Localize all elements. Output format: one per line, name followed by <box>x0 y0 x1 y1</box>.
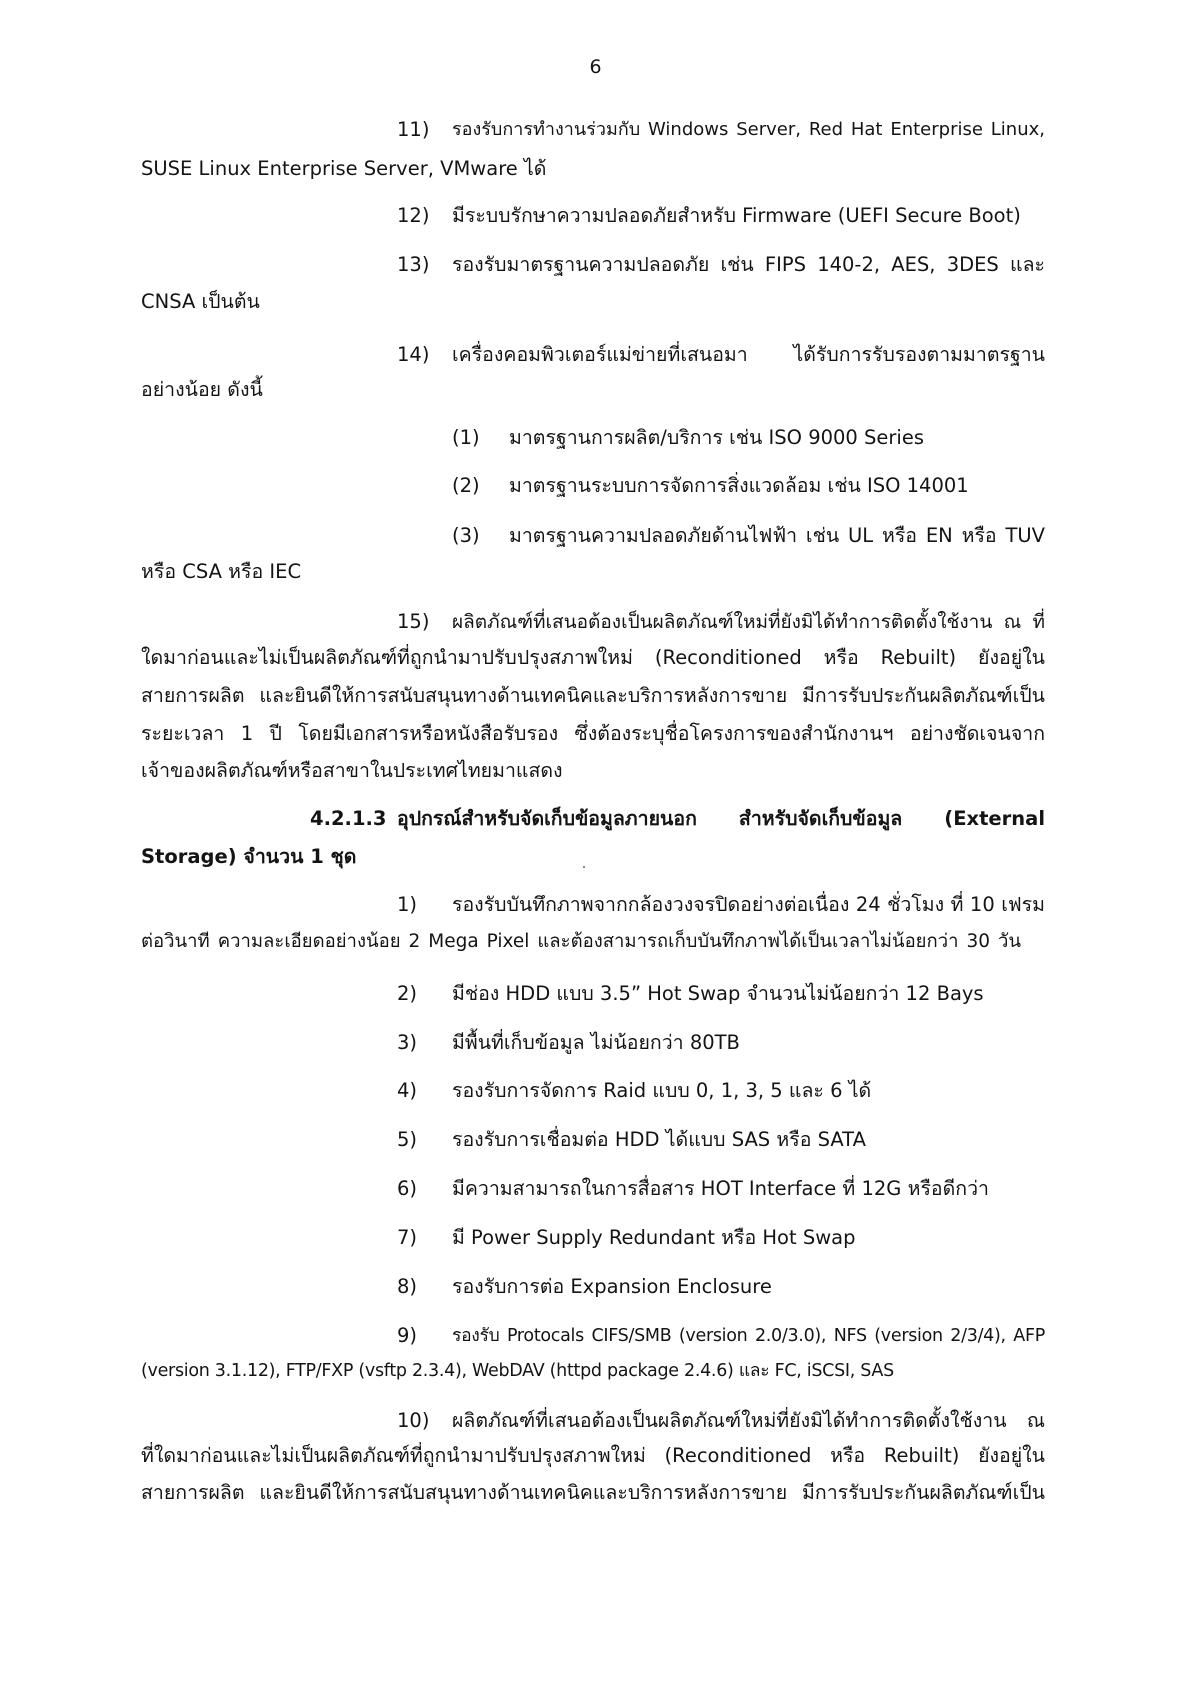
sub-item-text: มาตรฐานระบบการจัดการสิ่งแวดล้อม เช่น ISO 14001 <box>509 474 969 497</box>
sub-item-number: (3) <box>452 524 480 547</box>
stray-mark <box>583 866 585 868</box>
item-text: รองรับบันทึกภาพจากกล้องวงจรปิดอย่างต่อเนื่อง 24 ชั่วโมง ที่ 10 เฟรม <box>452 893 1045 916</box>
item-number: 8) <box>397 1275 418 1298</box>
item-number: 3) <box>397 1031 418 1054</box>
item-text-continuation: ใดมาก่อนและไม่เป็นผลิตภัณฑ์ที่ถูกนำมาปรับปรุงสภาพใหม่ (Reconditioned หรือ Rebuilt) ยังอยู่ใน <box>141 646 1045 669</box>
item-text: มีระบบรักษาความปลอดภัยสำหรับ Firmware (UEFI Secure Boot) <box>452 204 1021 227</box>
item-number: 1) <box>397 893 418 916</box>
section-number: 4.2.1.3 <box>310 807 387 830</box>
item-number: 11) <box>397 118 430 141</box>
item-number: 12) <box>397 204 430 227</box>
item-text: ผลิตภัณฑ์ที่เสนอต้องเป็นผลิตภัณฑ์ใหม่ที่ยังมิได้ทำการติดตั้งใช้งาน ณ ที่ <box>452 611 1045 633</box>
item-text: ผลิตภัณฑ์ที่เสนอต้องเป็นผลิตภัณฑ์ใหม่ที่ยังมิได้ทำการติดตั้งใช้งาน ณ <box>452 1409 1045 1432</box>
sub-item-text: มาตรฐานการผลิต/บริการ เช่น ISO 9000 Series <box>509 426 924 449</box>
sub-item-text: มาตรฐานความปลอดภัยด้านไฟฟ้า เช่น UL หรือ EN หรือ TUV <box>509 524 1045 547</box>
item-text: เครื่องคอมพิวเตอร์แม่ข่ายที่เสนอมา ได้รับการรับรองตามมาตรฐาน <box>452 343 1045 366</box>
item-text: มีความสามารถในการสื่อสาร HOT Interface ที่ 12G หรือดีกว่า <box>452 1177 990 1200</box>
item-text: รองรับการจัดการ Raid แบบ 0, 1, 3, 5 และ 6 ได้ <box>452 1079 872 1102</box>
item-text: รองรับการต่อ Expansion Enclosure <box>452 1275 772 1298</box>
item-text: มีพื้นที่เก็บข้อมูล ไม่น้อยกว่า 80TB <box>452 1031 740 1054</box>
item-text-continuation: เจ้าของผลิตภัณฑ์หรือสาขาในประเทศไทยมาแสดง <box>141 759 563 782</box>
item-text-continuation: สายการผลิต และยินดีให้การสนับสนุนทางด้านเทคนิคและบริการหลังการขาย มีการรับประกันผลิตภัณฑ์เป็น <box>141 1481 1045 1504</box>
item-number: 4) <box>397 1079 418 1102</box>
item-text: รองรับ Protocals CIFS/SMB (version 2.0/3.0), NFS (version 2/3/4), AFP <box>452 1326 1045 1346</box>
item-number: 9) <box>397 1324 418 1347</box>
item-number: 5) <box>397 1128 418 1151</box>
item-text-continuation: SUSE Linux Enterprise Server, VMware ได้ <box>141 157 547 180</box>
item-text-continuation: ระยะเวลา 1 ปี โดยมีเอกสารหรือหนังสือรับรอง ซึ่งต้องระบุชื่อโครงการของสำนักงานฯ อย่างชัดเจนจาก <box>141 722 1045 745</box>
item-number: 15) <box>397 610 430 633</box>
item-number: 7) <box>397 1226 418 1249</box>
item-number: 10) <box>397 1409 430 1432</box>
section-title-continuation: Storage) จำนวน 1 ชุด <box>141 845 357 868</box>
item-text: รองรับการทำงานร่วมกับ Windows Server, Red Hat Enterprise Linux, <box>452 119 1045 140</box>
item-text-continuation: CNSA เป็นต้น <box>141 290 260 313</box>
item-text-continuation: อย่างน้อย ดังนี้ <box>141 378 263 401</box>
item-text-continuation: ที่ใดมาก่อนและไม่เป็นผลิตภัณฑ์ที่ถูกนำมาปรับปรุงสภาพใหม่ (Reconditioned หรือ Rebuilt) ยังอยู่ใน <box>141 1444 1045 1467</box>
sub-item-number: (1) <box>452 426 480 449</box>
item-number: 13) <box>397 253 430 276</box>
item-text: มี Power Supply Redundant หรือ Hot Swap <box>452 1226 856 1249</box>
sub-item-number: (2) <box>452 474 480 497</box>
item-number: 14) <box>397 343 430 366</box>
item-text-continuation: (version 3.1.12), FTP/FXP (vsftp 2.3.4), WebDAV (httpd package 2.4.6) และ FC, iSCSI, SAS <box>141 1361 894 1381</box>
item-text: มีช่อง HDD แบบ 3.5” Hot Swap จำนวนไม่น้อยกว่า 12 Bays <box>452 982 984 1005</box>
item-text-continuation: สายการผลิต และยินดีให้การสนับสนุนทางด้านเทคนิคและบริการหลังการขาย มีการรับประกันผลิตภัณฑ์เป็น <box>141 684 1045 707</box>
section-title: อุปกรณ์สำหรับจัดเก็บข้อมูลภายนอก สำหรับจัดเก็บข้อมูล (External <box>397 807 1045 830</box>
sub-item-text-continuation: หรือ CSA หรือ IEC <box>141 560 302 583</box>
item-text: รองรับมาตรฐานความปลอดภัย เช่น FIPS 140-2, AES, 3DES และ <box>452 253 1045 276</box>
item-text-continuation: ต่อวินาที ความละเอียดอย่างน้อย 2 Mega Pixel และต้องสามารถเก็บบันทึกภาพได้เป็นเวลาไม่น้อยกว่า 30 วัน <box>141 931 1021 952</box>
item-number: 2) <box>397 982 418 1005</box>
item-number: 6) <box>397 1177 418 1200</box>
item-text: รองรับการเชื่อมต่อ HDD ได้แบบ SAS หรือ SATA <box>452 1128 866 1151</box>
page-number: 6 <box>589 56 602 78</box>
